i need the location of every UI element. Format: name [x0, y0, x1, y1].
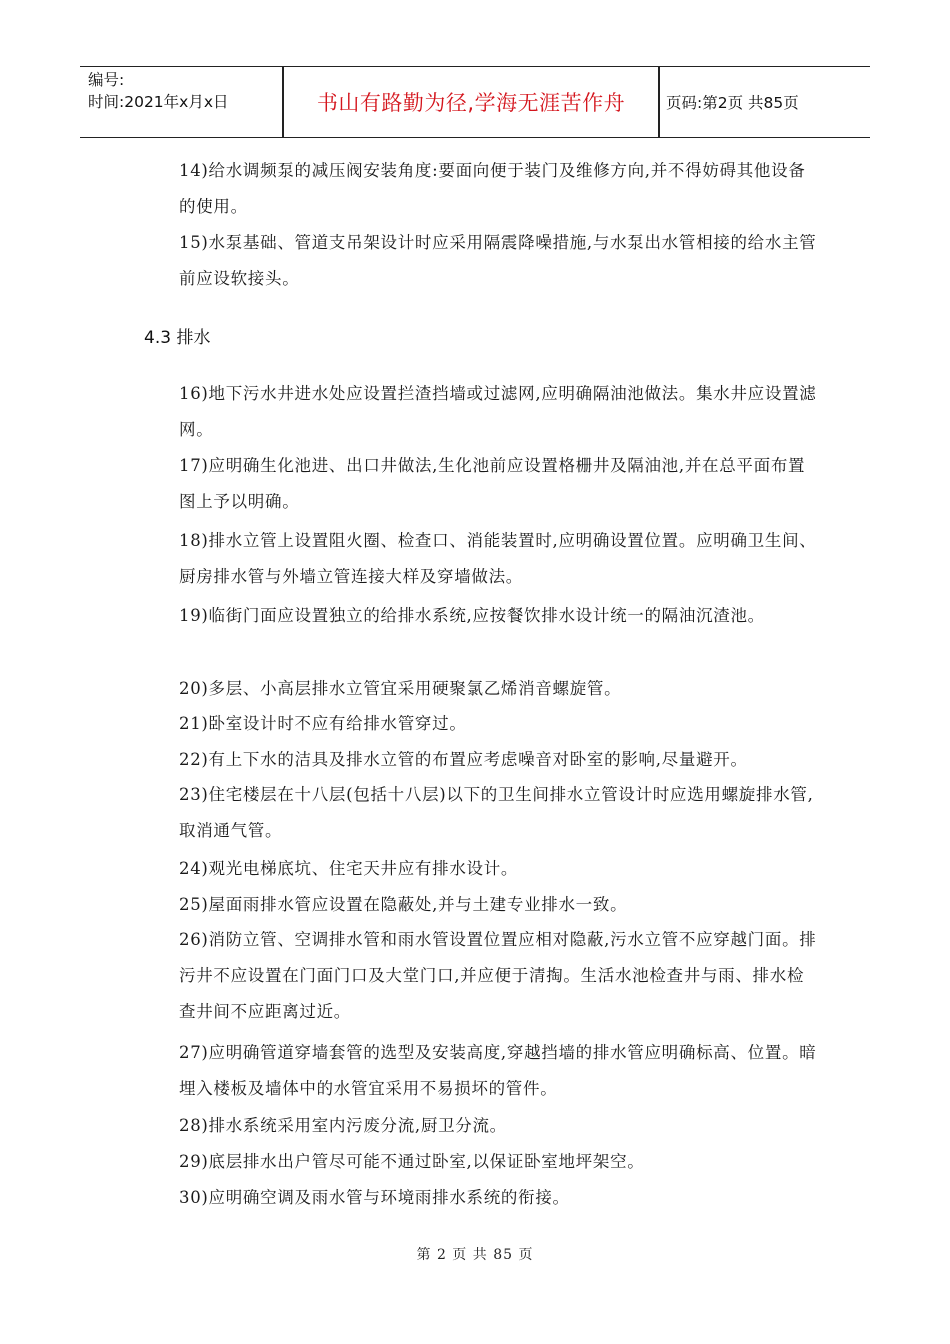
paragraph-21: 21)卧室设计时不应有给排水管穿过。	[179, 714, 467, 733]
document-number-label: 编号:	[88, 71, 125, 89]
page-footer: 第 2 页 共 85 页	[416, 1247, 534, 1263]
paragraph-19: 19)临街门面应设置独立的给排水系统,应按餐饮排水设计统一的隔油沉渣池。	[179, 606, 765, 625]
paragraph-26: 26)消防立管、空调排水管和雨水管设置位置应相对隐蔽,污水立管不应穿越门面。排污井不应设置在门面门口及大堂门口,并应便于清掏。生活水池检查井与雨、排水检查井间不应距离过近。	[179, 930, 817, 1021]
paragraph-16: 16)地下污水井进水处应设置拦渣挡墙或过滤网,应明确隔油池做法。集水井应设置滤网。	[179, 384, 817, 439]
header-motto: 书山有路勤为径,学海无涯苦作舟	[316, 91, 626, 115]
paragraph-20: 20)多层、小高层排水立管宜采用硬聚氯乙烯消音螺旋管。	[179, 679, 622, 698]
paragraph-23: 23)住宅楼层在十八层(包括十八层)以下的卫生间排水立管设计时应选用螺旋排水管,取消通气管。	[179, 785, 814, 840]
paragraph-17: 17)应明确生化池进、出口井做法,生化池前应设置格栅井及隔油池,并在总平面布置图上予以明确。	[179, 456, 806, 511]
header-divider	[658, 67, 660, 137]
paragraph-29: 29)底层排水出户管尽可能不通过卧室,以保证卧室地坪架空。	[179, 1152, 645, 1171]
paragraph-24: 24)观光电梯底坑、住宅天井应有排水设计。	[179, 859, 519, 878]
paragraph-18: 18)排水立管上设置阻火圈、检查口、消能装置时,应明确设置位置。应明确卫生间、厨房排水管与外墙立管连接大样及穿墙做法。	[179, 531, 817, 586]
paragraph-27: 27)应明确管道穿墙套管的选型及安装高度,穿越挡墙的排水管应明确标高、位置。暗埋入楼板及墙体中的水管宜采用不易损坏的管件。	[179, 1043, 817, 1098]
section-heading: 4.3 排水	[144, 328, 211, 348]
paragraph-30: 30)应明确空调及雨水管与环境雨排水系统的衔接。	[179, 1188, 570, 1207]
paragraph-28: 28)排水系统采用室内污废分流,厨卫分流。	[179, 1116, 507, 1135]
page-header	[80, 66, 870, 138]
paragraph-22: 22)有上下水的洁具及排水立管的布置应考虑噪音对卧室的影响,尽量避开。	[179, 750, 748, 769]
header-meta	[88, 69, 280, 113]
header-page-info: 页码:第2页 共85页	[666, 94, 799, 112]
paragraph-15: 15)水泵基础、管道支吊架设计时应采用隔震降噪措施,与水泵出水管相接的给水主管前应设软接头。	[179, 233, 817, 288]
document-date: 时间:2021年x月x日	[88, 93, 229, 111]
paragraph-25: 25)屋面雨排水管应设置在隐蔽处,并与土建专业排水一致。	[179, 895, 628, 914]
paragraph-14: 14)给水调频泵的减压阀安装角度:要面向便于装门及维修方向,并不得妨碍其他设备的使用。	[179, 161, 806, 216]
